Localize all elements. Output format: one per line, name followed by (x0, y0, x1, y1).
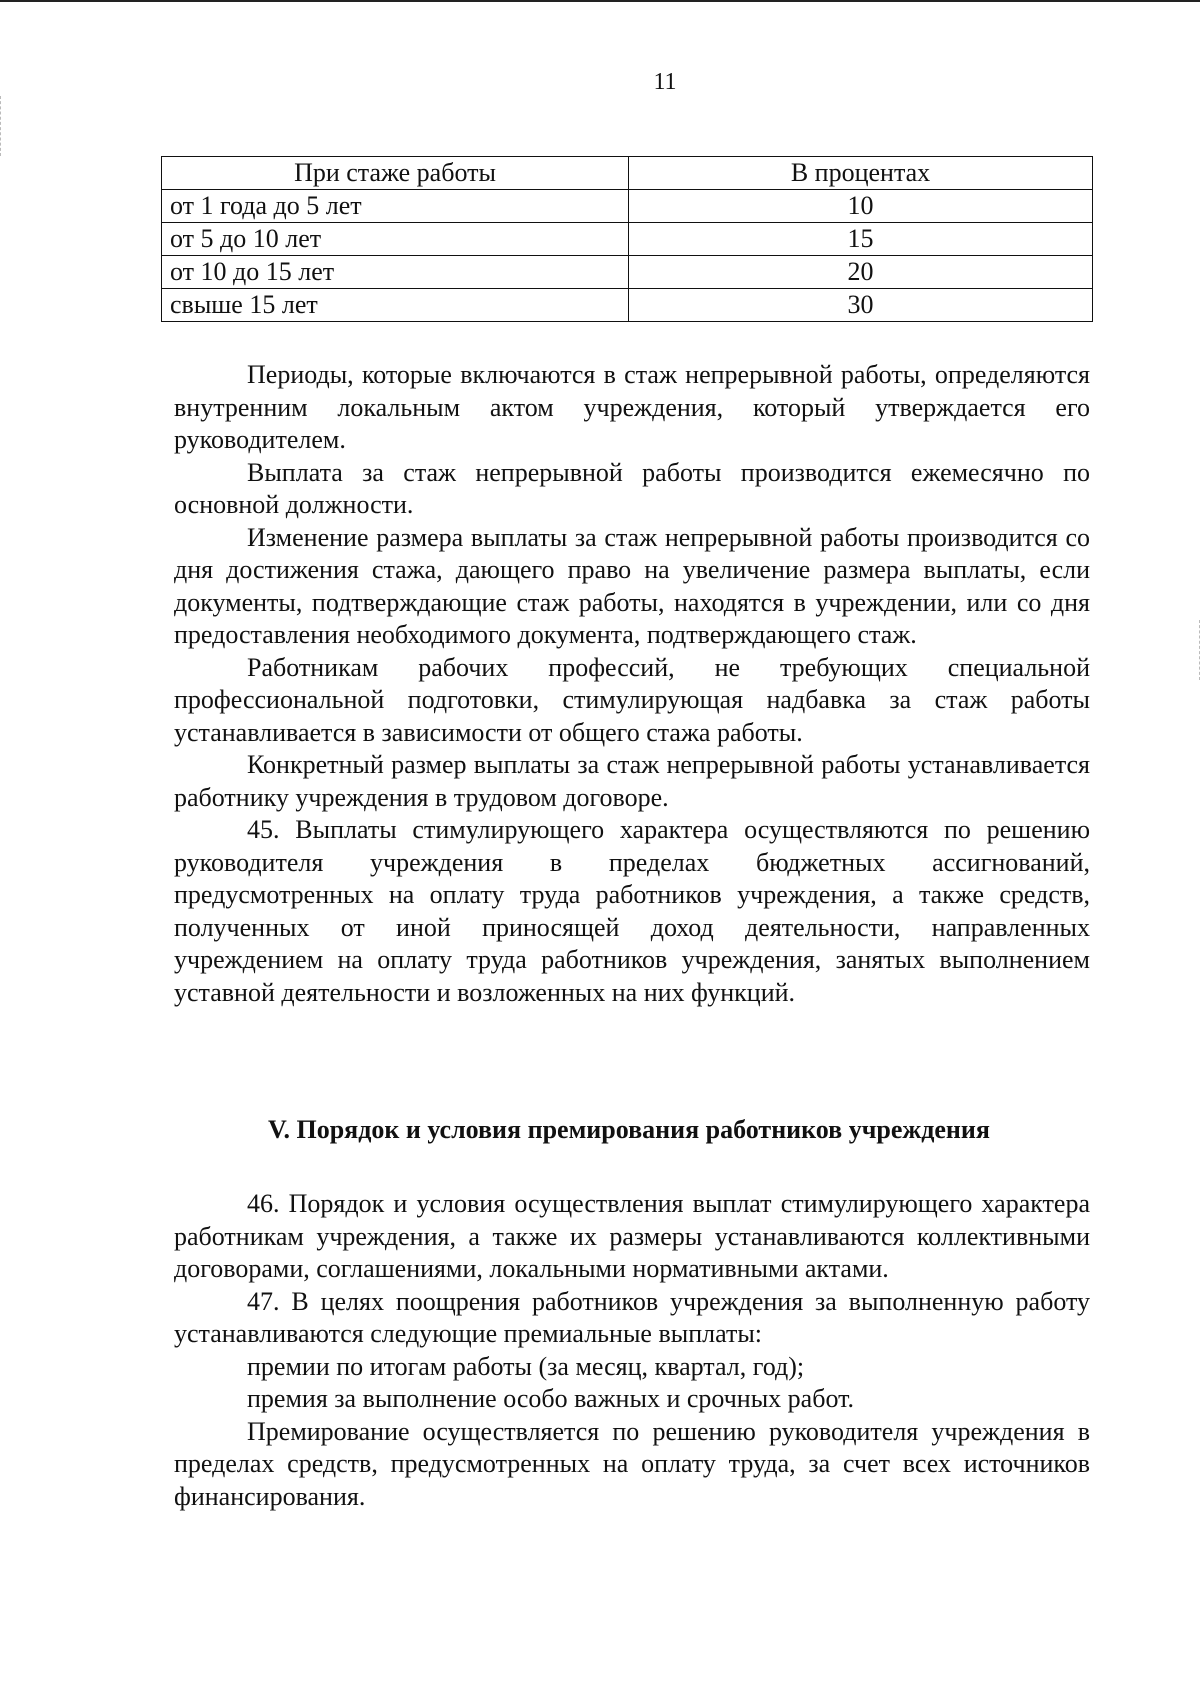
paragraph-seniority-periods: Периоды, которые включаются в стаж непрерывной работы, определяются внутренним локальным актом учреждения, который утверждается его руководителем. (174, 360, 1090, 454)
table-cell-percent: 30 (629, 289, 1093, 322)
table-cell-period: от 5 до 10 лет (162, 223, 629, 256)
table-row (162, 289, 1093, 322)
paragraph-clause-45: 45. Выплаты стимулирующего характера осуществляются по решению руководителя учреждения в пределах бюджетных ассигнований, предусмотренных на оплату труда работников учреждения, а также средств, полученных от иной приносящей доход деятельности, направленных учреждением на оплату труда работников учреждения, занятых выполнением уставной деятельности и возложенных на них функций. (174, 815, 1090, 1007)
list-item-bonus-urgent: премия за выполнение особо важных и срочных работ. (247, 1384, 855, 1413)
table-header-percent: В процентах (629, 157, 1093, 190)
table-cell-period: от 10 до 15 лет (162, 256, 629, 289)
paragraph-clause-47: 47. В целях поощрения работников учреждения за выполненную работу устанавливаются следующие премиальные выплаты: (174, 1286, 1090, 1348)
paragraph-payment-change: Изменение размера выплаты за стаж непрерывной работы производится со дня достижения стажа, дающего право на увеличение размера выплаты, если документы, подтверждающие стаж работы, находятся в учреждении, или со дня предоставления необходимого документа, подтверждающего стаж. (174, 522, 1090, 649)
paragraph-bonus-procedure: Премирование осуществляется по решению руководителя учреждения в пределах средств, предусмотренных на оплату труда, за счет всех источников финансирования. (174, 1416, 1090, 1511)
table-cell-percent: 15 (629, 223, 1093, 256)
paragraph-workers-professions: Работникам рабочих профессий, не требующих специальной профессиональной подготовки, стимулирующая надбавка за стаж работы устанавливается в зависимости от общего стажа работы. (174, 652, 1090, 747)
body-text-bonuses (174, 1188, 1090, 1513)
body-text-seniority (174, 359, 1090, 1009)
table-header-row (162, 157, 1093, 190)
table-cell-period: от 1 года до 5 лет (162, 190, 629, 223)
list-item-bonus-results: премии по итогам работы (за месяц, квартал, год); (247, 1351, 805, 1381)
section-heading: V. Порядок и условия премирования работников учреждения (268, 1115, 990, 1144)
table-row (162, 223, 1093, 256)
paragraph-clause-46: 46. Порядок и условия осуществления выплат стимулирующего характера работникам учреждения, а также их размеры устанавливаются коллективными договорами, соглашениями, локальными нормативными актами. (174, 1189, 1090, 1283)
table-cell-percent: 20 (629, 256, 1093, 289)
paragraph-monthly-payment: Выплата за стаж непрерывной работы производится ежемесячно по основной должности. (174, 457, 1090, 519)
table-row (162, 256, 1093, 289)
table-header-seniority: При стаже работы (162, 157, 629, 190)
scan-top-edge (0, 0, 1200, 2)
table-row (162, 190, 1093, 223)
table-cell-percent: 10 (629, 190, 1093, 223)
scan-left-margin-marks (0, 96, 3, 156)
seniority-percent-table (161, 156, 1093, 322)
table-cell-period: свыше 15 лет (162, 289, 629, 322)
page-number: 11 (653, 69, 677, 95)
paragraph-specific-amount: Конкретный размер выплаты за стаж непрерывной работы устанавливается работнику учреждения в трудовом договоре. (174, 750, 1090, 812)
